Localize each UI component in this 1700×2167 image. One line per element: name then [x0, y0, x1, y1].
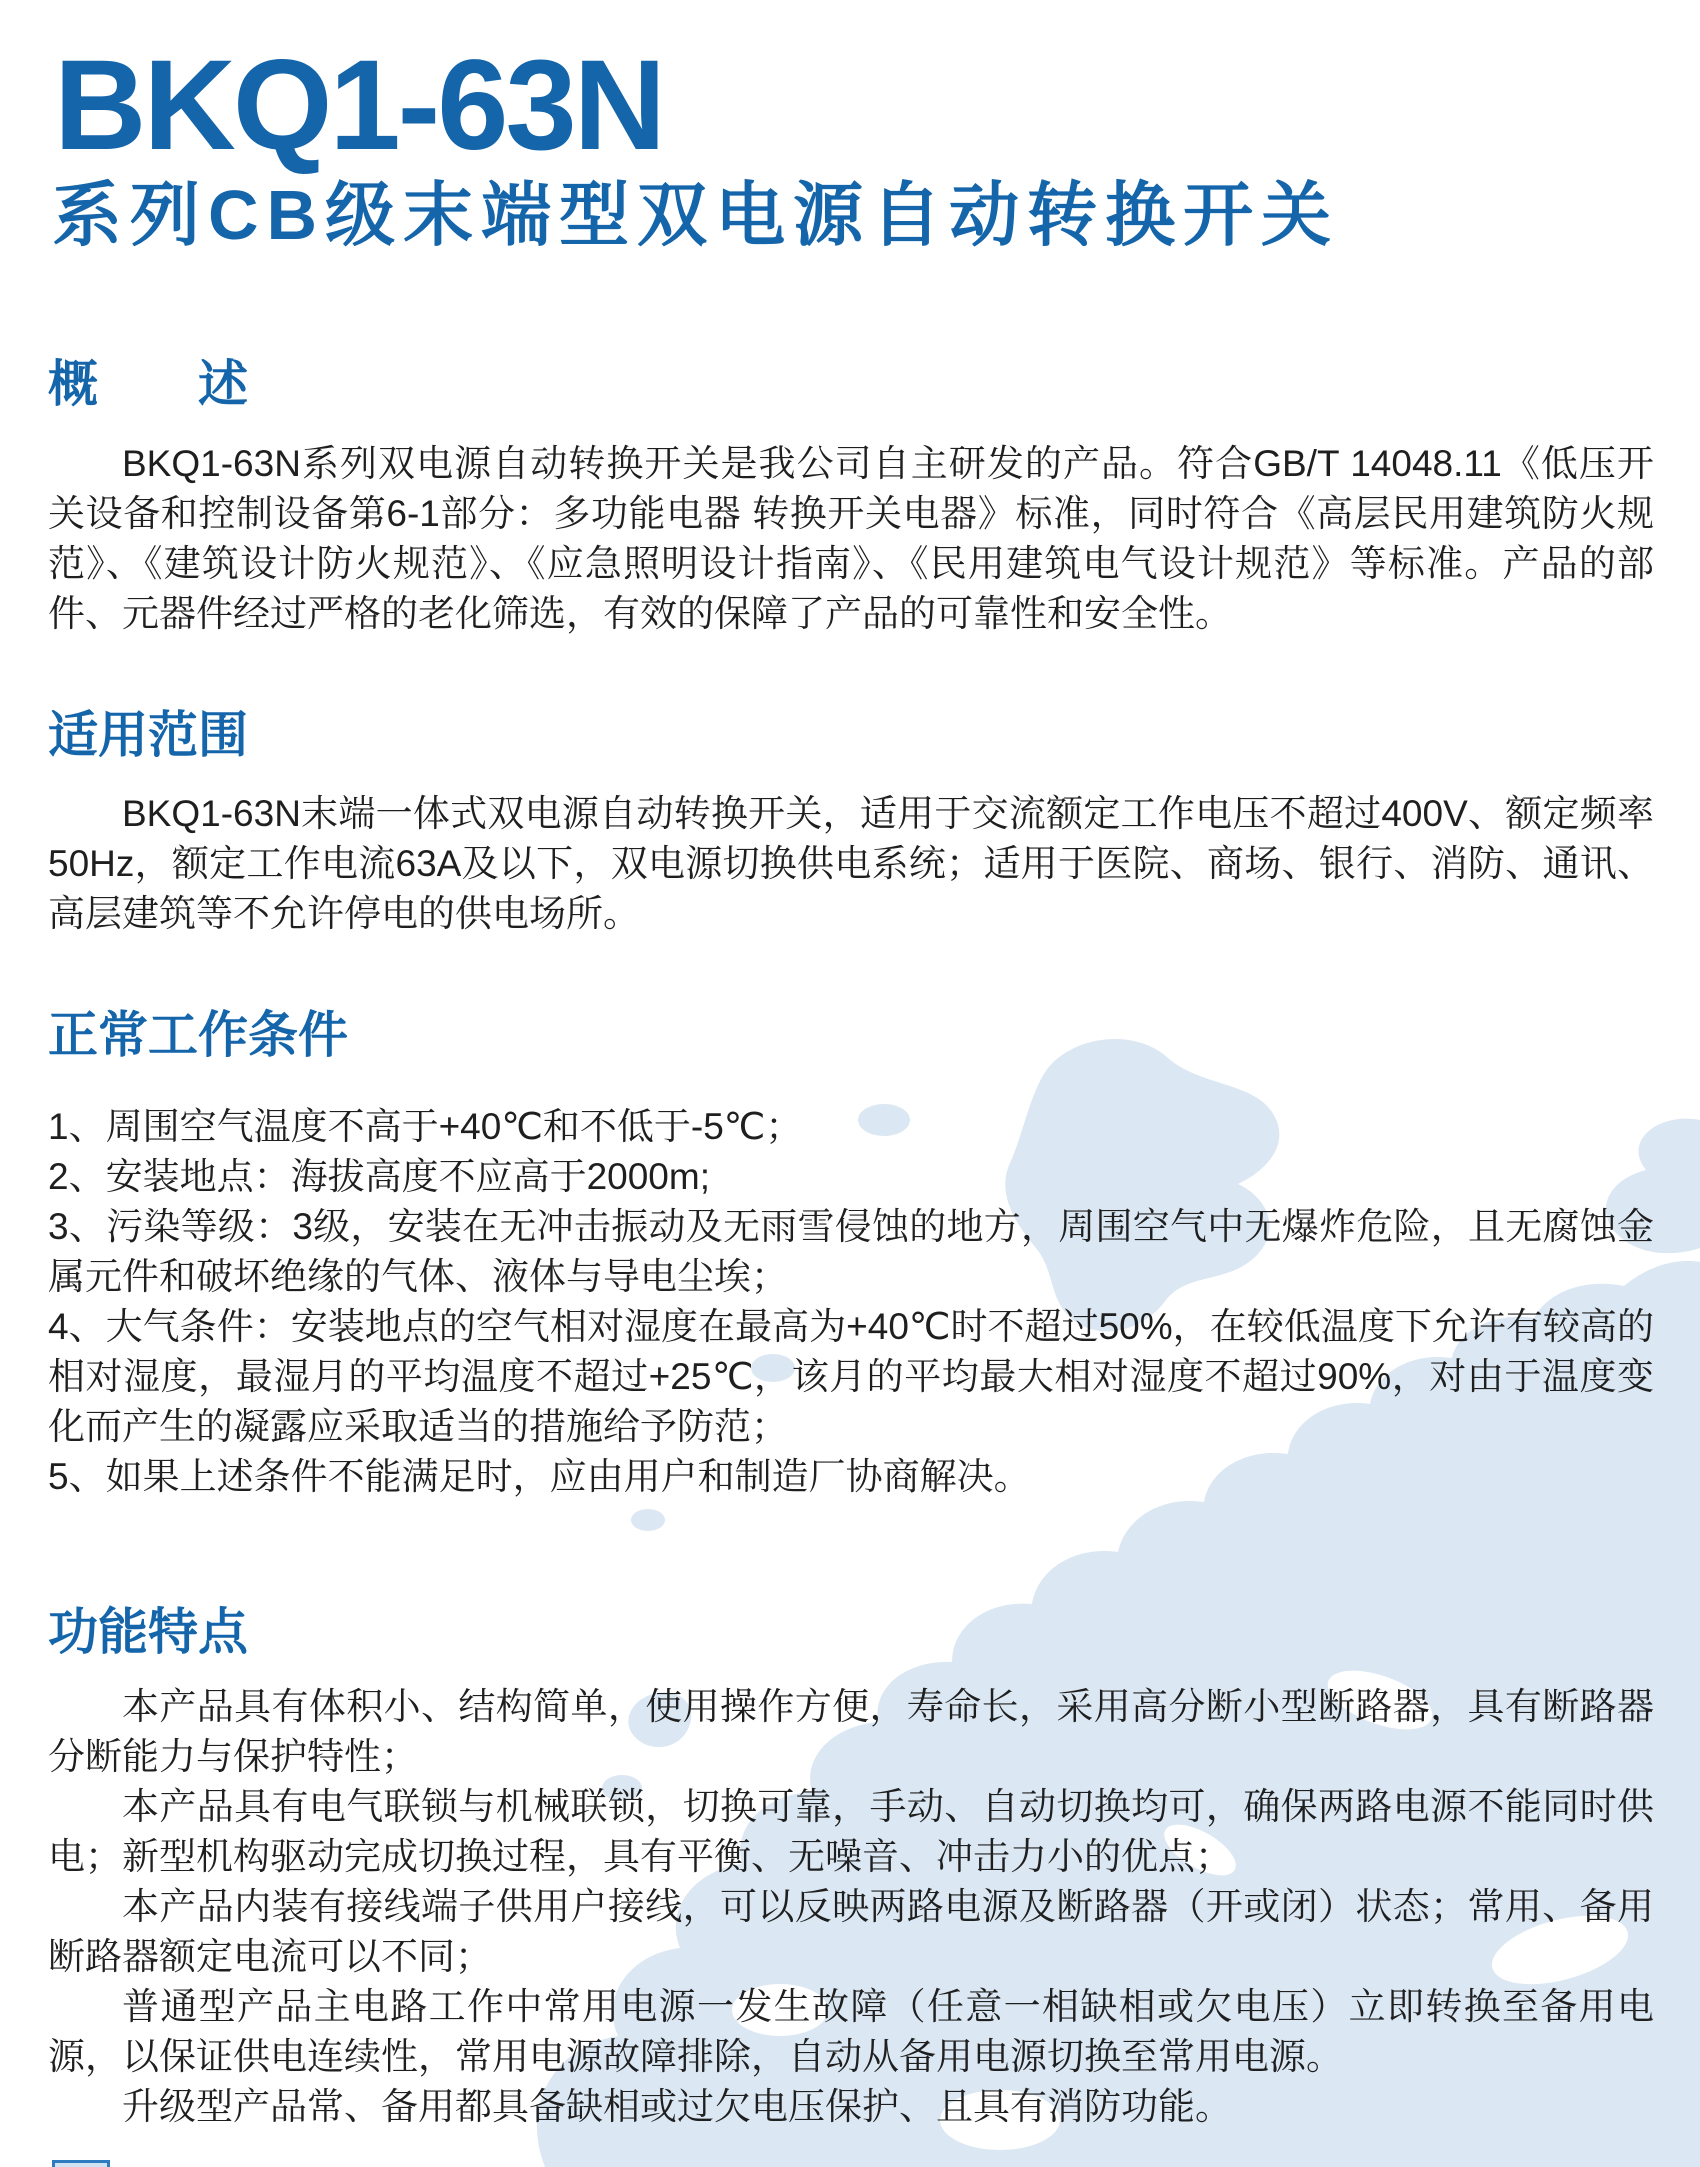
- overview-body: BKQ1-63N系列双电源自动转换开关是我公司自主研发的产品。符合GB/T 14048.11《低压开关设备和控制设备第6-1部分：多功能电器 转换开关电器》标准，同时符合《高层民用建筑防火规范》、《建筑设计防火规范》、《应急照明设计指南》、《民用建筑电气设计规范》等标准。产品的部件、元器件经过严格的老化筛选，有效的保障了产品的可靠性和安全性。: [48, 442, 1654, 634]
- working-conditions-list: [48, 1102, 1654, 1502]
- feature-paragraph: 本产品内装有接线端子供用户接线，可以反映两路电源及断路器（开或闭）状态；常用、备用断路器额定电流可以不同；: [48, 1886, 1654, 1977]
- section-features: [48, 1603, 1654, 2133]
- features-body: [48, 1682, 1654, 2132]
- product-series-subtitle: 系列CB级末端型双电源自动转换开关: [52, 176, 1340, 254]
- condition-item: 3、污染等级：3级，安装在无冲击振动及无雨雪侵蚀的地方，周围空气中无爆炸危险，且无腐蚀金属元件和破坏绝缘的气体、液体与导电尘埃；: [48, 1205, 1654, 1297]
- overview-heading: 概 述: [48, 356, 248, 412]
- section-overview: [48, 358, 1654, 639]
- feature-paragraph: 本产品具有体积小、结构简单，使用操作方便，寿命长，采用高分断小型断路器，具有断路器分断能力与保护特性；: [48, 1686, 1654, 1777]
- condition-item: 5、如果上述条件不能满足时，应由用户和制造厂协商解决。: [48, 1455, 1031, 1497]
- section-scope: [48, 706, 1654, 940]
- scope-heading: 适用范围: [48, 706, 248, 763]
- condition-item: 2、安装地点：海拔高度不应高于2000m;: [48, 1155, 710, 1197]
- feature-paragraph: 本产品具有电气联锁与机械联锁，切换可靠，手动、自动切换均可，确保两路电源不能同时供电；新型机构驱动完成切换过程，具有平衡、无噪音、冲击力小的优点；: [48, 1786, 1654, 1877]
- section-working-conditions: [48, 1009, 1654, 1502]
- scope-body: BKQ1-63N末端一体式双电源自动转换开关，适用于交流额定工作电压不超过400V、额定频率50Hz，额定工作电流63A及以下，双电源切换供电系统；适用于医院、商场、银行、消防、通讯、高层建筑等不允许停电的供电场所。: [48, 793, 1654, 934]
- condition-item: 4、大气条件：安装地点的空气相对湿度在最高为+40℃时不超过50%，在较低温度下允许有较高的相对湿度，最湿月的平均温度不超过+25℃，该月的平均最大相对湿度不超过90%，对由于温度变化而产生的凝露应采取适当的措施给予防范；: [48, 1305, 1654, 1447]
- feature-paragraph: 升级型产品常、备用都具备缺相或过欠电压保护、且具有消防功能。: [122, 2086, 1232, 2127]
- working-conditions-heading: 正常工作条件: [48, 1007, 348, 1063]
- next-section-marker-partial: [52, 2160, 110, 2167]
- product-series-title: BKQ1-63N: [54, 34, 664, 177]
- condition-item: 1、周围空气温度不高于+40℃和不低于-5℃；: [48, 1105, 803, 1147]
- features-heading: 功能特点: [48, 1603, 248, 1660]
- feature-paragraph: 普通型产品主电路工作中常用电源一发生故障（任意一相缺相或欠电压）立即转换至备用电源，以保证供电连续性，常用电源故障排除，自动从备用电源切换至常用电源。: [48, 1986, 1654, 2077]
